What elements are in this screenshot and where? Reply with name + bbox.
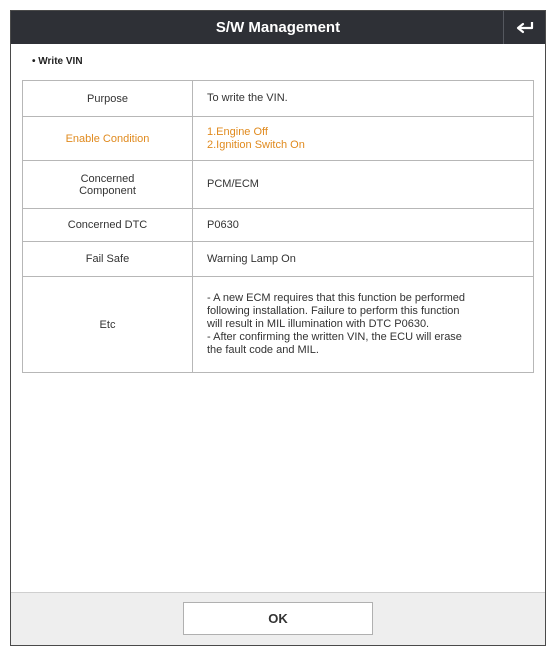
dialog-title: S/W Management: [215, 19, 341, 36]
dialog-footer: [11, 592, 545, 645]
row-value: [193, 81, 534, 117]
row-key: [23, 161, 193, 209]
table-row: [23, 161, 534, 209]
row-key: Fail Safe: [23, 242, 193, 277]
row-value: [193, 161, 534, 209]
section-label: • Write VIN: [32, 56, 83, 67]
info-table: [22, 80, 534, 373]
row-key: Etc: [23, 277, 193, 373]
value-line: will result in MIL illumination with DTC P0630.: [207, 318, 430, 330]
table-row: [23, 81, 534, 117]
value-line: 1.Engine Off: [207, 125, 268, 138]
row-value: [193, 117, 534, 161]
row-value: [193, 242, 534, 277]
value-line: - A new ECM requires that this function be performed: [207, 292, 466, 304]
row-value: [193, 209, 534, 242]
table-row: [23, 242, 534, 277]
value-line: To write the VIN.: [207, 92, 288, 104]
key-line: Concerned: [80, 172, 135, 185]
key-line: Component: [79, 184, 136, 197]
value-line: 2.Ignition Switch On: [207, 138, 305, 151]
value-line: Warning Lamp On: [207, 252, 296, 265]
row-value: [193, 277, 534, 373]
return-arrow-icon: [515, 20, 535, 36]
row-key: Concerned DTC: [23, 209, 193, 242]
sw-management-dialog: [10, 10, 546, 646]
value-line: the fault code and MIL.: [207, 344, 319, 356]
back-button[interactable]: [503, 11, 545, 44]
table-row: [23, 277, 534, 373]
table-row: [23, 209, 534, 242]
row-key: Purpose: [23, 81, 193, 117]
value-line: - After confirming the written VIN, the ECU will erase: [207, 331, 462, 343]
table-row: [23, 117, 534, 161]
value-line: P0630: [207, 218, 239, 231]
title-bar: [11, 11, 545, 44]
value-line: following installation. Failure to perform this function: [207, 305, 460, 317]
value-line: PCM/ECM: [207, 178, 259, 190]
row-key: Enable Condition: [23, 117, 193, 161]
ok-button[interactable]: OK: [183, 602, 373, 635]
